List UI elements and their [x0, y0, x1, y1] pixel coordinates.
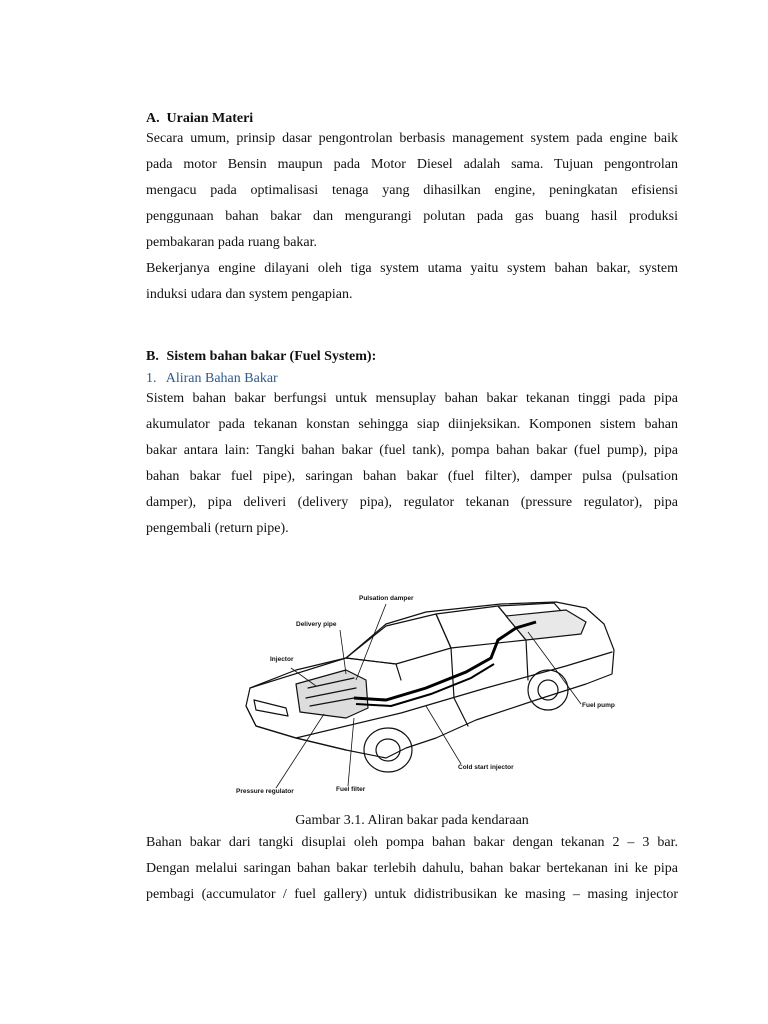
text-line: mengacu pada optimalisasi tenaga yang dihasilkan engine, peningkatan efisiensi	[146, 183, 678, 198]
section-a-title: Uraian Materi	[166, 111, 254, 126]
text-line: penggunaan bahan bakar dan mengurangi polutan pada gas buang hasil produksi	[146, 209, 678, 224]
windshield	[346, 614, 451, 664]
text-line: Secara umum, prinsip dasar pengontrolan berbasis management system pada engine baik	[146, 131, 678, 146]
section-a-paragraph-1	[146, 126, 678, 256]
section-b-title: Sistem bahan bakar (Fuel System):	[166, 349, 377, 364]
subsection-title: Aliran Bahan Bakar	[165, 371, 278, 386]
text-line: Dengan melalui saringan bahan bakar terlebih dahulu, bahan bakar bertekanan ini ke pipa	[146, 861, 678, 876]
door-line	[451, 648, 468, 726]
label-injector: Injector	[270, 656, 294, 663]
section-a-paragraph-2	[146, 256, 678, 308]
text-line: induksi udara dan system pengapian.	[146, 287, 353, 302]
section-b-label: B.	[146, 349, 159, 364]
label-fuel-pump: Fuel pump	[582, 702, 615, 709]
rear-wheel	[528, 670, 568, 710]
text-line: damper), pipa deliveri (delivery pipa), regulator tekanan (pressure regulator), pipa	[146, 495, 678, 510]
text-line: bakar antara lain: Tangki bahan bakar (fuel tank), pompa bahan bakar (fuel pump), pipa	[146, 443, 678, 458]
label-pulsation-damper: Pulsation damper	[359, 595, 414, 602]
text-line: Bekerjanya engine dilayani oleh tiga system utama yaitu system bahan bakar, system	[146, 261, 678, 276]
text-line: pengembali (return pipe).	[146, 521, 289, 536]
subsection-label: 1.	[146, 371, 157, 386]
text-line: pada motor Bensin maupun pada Motor Diesel adalah sama. Tujuan pengontrolan	[146, 157, 678, 172]
fuel-tank	[506, 610, 586, 640]
side-window	[436, 606, 526, 648]
text-line: Bahan bakar dari tangki disuplai oleh pompa bahan bakar dengan tekanan 2 – 3 bar.	[146, 835, 678, 850]
headlight	[254, 700, 288, 716]
front-wheel	[364, 728, 412, 772]
text-line: pembagi (accumulator / fuel gallery) untuk didistribusikan ke masing – masing injector	[146, 887, 678, 902]
fuel-system-figure	[236, 588, 626, 798]
car-illustration	[236, 588, 626, 798]
door-line	[526, 640, 528, 680]
label-delivery-pipe: Delivery pipe	[296, 621, 337, 628]
front-hub	[376, 739, 400, 761]
section-b-heading	[146, 348, 376, 366]
section-a-label: A.	[146, 111, 160, 126]
text-line: pembakaran pada ruang bakar.	[146, 235, 318, 250]
section-b-paragraph-2	[146, 830, 678, 908]
text-line: Sistem bahan bakar berfungsi untuk mensuplay bahan bakar tekanan tinggi pada pipa	[146, 391, 678, 406]
figure-caption: Gambar 3.1. Aliran bakar pada kendaraan	[295, 813, 529, 828]
text-line: akumulator pada tekanan konstan sehingga siap diinjeksikan. Komponen sistem bahan	[146, 417, 678, 432]
text-line: bahan bakar fuel pipe), saringan bahan bakar (fuel filter), damper pulsa (pulsation	[146, 469, 678, 484]
label-fuel-filter: Fuel filter	[336, 786, 366, 793]
label-pressure-regulator: Pressure regulator	[236, 788, 294, 795]
rear-hub	[538, 680, 558, 700]
section-b-paragraph-1	[146, 386, 678, 542]
label-cold-start-injector: Cold start injector	[458, 764, 514, 771]
